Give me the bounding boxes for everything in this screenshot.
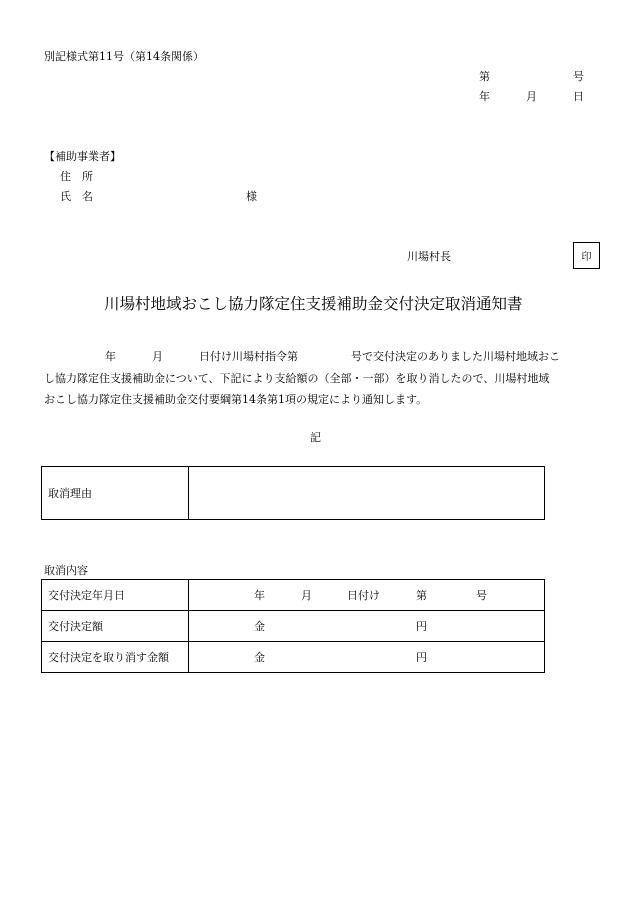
row-value: 年 月 日付け 第 号 bbox=[189, 580, 545, 611]
body-p1-rest: 日付け川場村指令第 bbox=[199, 350, 298, 363]
row-label: 交付決定年月日 bbox=[42, 580, 189, 611]
row-value: 金 円 bbox=[189, 642, 545, 673]
row-value: 金 円 bbox=[189, 611, 545, 642]
ki-label: 記 bbox=[310, 431, 321, 444]
body-line-3: おこし協力隊定住支援補助金交付要綱第14条第1項の規定により通知します。 bbox=[44, 393, 428, 406]
name-label: 氏 名 bbox=[60, 190, 93, 203]
page-title: 川場村地域おこし協力隊定住支援補助金交付決定取消通知書 bbox=[104, 295, 523, 313]
reason-table bbox=[41, 466, 545, 520]
doc-number-dai: 第 bbox=[479, 70, 490, 83]
body-p1-year: 年 bbox=[105, 350, 116, 363]
table-row bbox=[42, 642, 545, 673]
table-row bbox=[42, 580, 545, 611]
doc-date-day: 日 bbox=[573, 90, 584, 103]
doc-date-month: 月 bbox=[526, 90, 537, 103]
table-row bbox=[42, 611, 545, 642]
body-p1-month: 月 bbox=[152, 350, 163, 363]
honorific: 様 bbox=[246, 190, 257, 203]
seal-stamp bbox=[573, 242, 600, 269]
cancel-heading: 取消内容 bbox=[44, 564, 88, 577]
issuer-name: 川場村長 bbox=[407, 250, 451, 263]
body-line-2: し協力隊定住支援補助金について、下記により支給額の（全部・一部）を取り消したので、川場村地域 bbox=[44, 372, 550, 385]
doc-number-go: 号 bbox=[573, 70, 584, 83]
recipient-header: 【補助事業者】 bbox=[44, 150, 121, 163]
body-p1-go: 号で交付決定のありました川場村地域おこ bbox=[351, 350, 560, 363]
doc-date-year: 年 bbox=[479, 90, 490, 103]
seal-label: 印 bbox=[581, 252, 592, 263]
row-label: 交付決定額 bbox=[42, 611, 189, 642]
address-label: 住 所 bbox=[60, 170, 93, 183]
reason-label: 取消理由 bbox=[42, 467, 189, 520]
row-label: 交付決定を取り消す金額 bbox=[42, 642, 189, 673]
reason-value bbox=[189, 467, 545, 520]
cancel-table bbox=[41, 579, 545, 673]
form-label: 別記様式第11号（第14条関係） bbox=[44, 50, 204, 63]
